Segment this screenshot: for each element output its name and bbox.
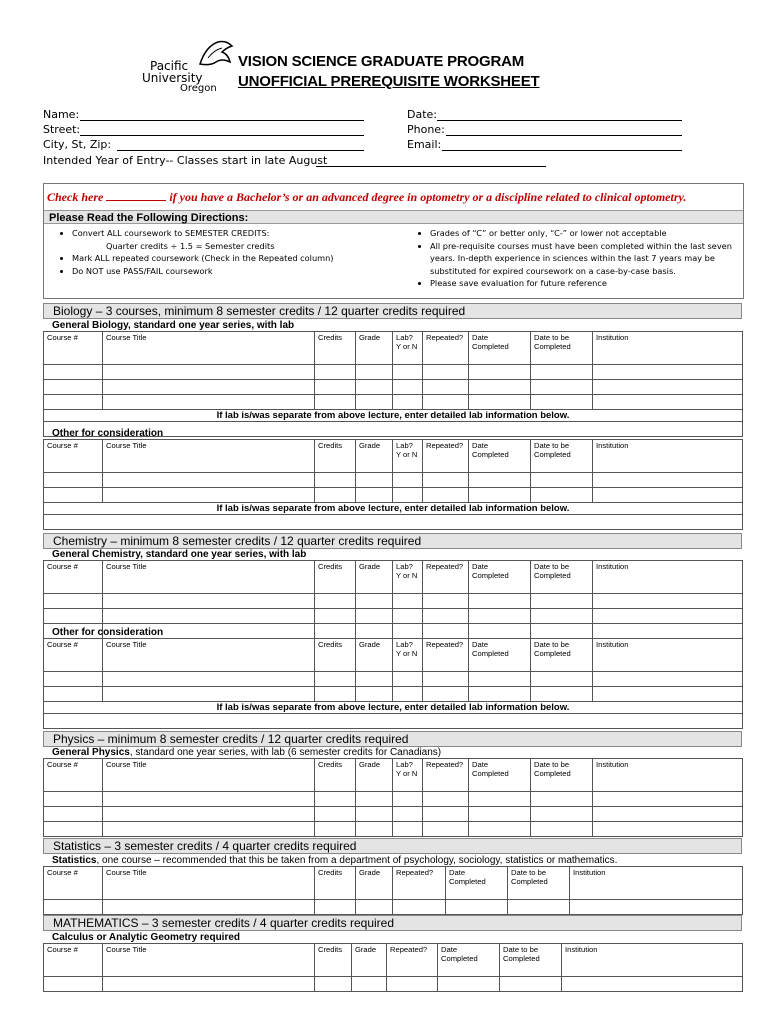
date-field[interactable] [437,120,682,121]
table-row[interactable] [44,380,743,395]
table-header-row [44,440,743,473]
col-repeated: Repeated? [423,759,469,792]
col-lab: Lab? Y or N [393,332,423,365]
col-date: Date Completed [438,944,500,977]
chemistry-other-heading: Other for consideration [52,627,164,638]
logo-line-1: Pacific [150,59,189,73]
col-repeated: Repeated? [423,440,469,473]
directions-box [43,183,744,299]
col-credits: Credits [315,561,356,594]
table-row[interactable] [44,714,743,729]
table-header-row [44,759,743,792]
col-credits: Credits [315,440,356,473]
col-grade: Grade [356,639,393,672]
col-title: Course Title [103,561,315,594]
col-title: Course Title [103,944,315,977]
university-logo [140,38,235,98]
col-dateto: Date to be Completed [508,867,570,900]
biology-subheading: General Biology, standard one year series, with lab [52,320,295,331]
col-course: Course # [44,867,103,900]
col-grade: Grade [356,440,393,473]
table-header-row [44,561,743,594]
statistics-table [43,866,743,915]
table-row[interactable] [44,900,743,915]
col-date: Date Completed [446,867,508,900]
math-table [43,943,743,992]
table-row[interactable] [44,609,743,624]
table-row[interactable] [44,977,743,992]
directions-right [408,227,738,290]
biology-table [43,331,743,437]
entry-year-label: Intended Year of Entry-- Classes start in late August [43,154,328,167]
boxer-mascot-icon [196,38,236,68]
table-row[interactable] [44,594,743,609]
city-field[interactable] [117,150,364,151]
col-repeated: Repeated? [393,867,446,900]
col-dateto: Date to be Completed [531,639,593,672]
table-row[interactable] [44,395,743,410]
col-date: Date Completed [469,440,531,473]
col-dateto: Date to be Completed [500,944,562,977]
col-course: Course # [44,944,103,977]
table-header-row [44,867,743,900]
col-repeated: Repeated? [423,561,469,594]
col-title: Course Title [103,759,315,792]
lab-note: If lab is/was separate from above lecture, enter detailed lab information below. [44,503,743,515]
directions-heading: Please Read the Following Directions: [44,210,743,224]
logo-line-2: University [142,71,203,85]
col-institution: Institution [570,867,743,900]
col-institution: Institution [593,639,743,672]
statistics-section-bar: Statistics – 3 semester credits / 4 quarter credits required [43,838,742,854]
biology-other-table [43,439,743,530]
physics-section-bar: Physics – minimum 8 semester credits / 12 quarter credits required [43,731,742,747]
table-header-row [44,332,743,365]
lab-note: If lab is/was separate from above lecture, enter detailed lab information below. [44,410,743,422]
col-institution: Institution [562,944,743,977]
col-repeated: Repeated? [423,639,469,672]
entry-year-field[interactable] [316,166,546,167]
math-section-bar: MATHEMATICS – 3 semester credits / 4 quarter credits required [43,915,742,931]
city-label: City, St, Zip: [43,138,112,151]
col-course: Course # [44,561,103,594]
col-institution: Institution [593,332,743,365]
table-row[interactable] [44,672,743,687]
page-title: VISION SCIENCE GRADUATE PROGRAM [238,53,525,70]
math-subheading: Calculus or Analytic Geometry required [52,932,241,943]
chemistry-subheading: General Chemistry, standard one year series, with lab [52,549,307,560]
col-credits: Credits [315,944,352,977]
name-label: Name: [43,108,80,121]
col-grade: Grade [356,867,393,900]
table-header-row [44,639,743,672]
col-course: Course # [44,759,103,792]
table-row[interactable] [44,792,743,807]
col-dateto: Date to be Completed [531,332,593,365]
col-lab: Lab? Y or N [393,759,423,792]
chemistry-section-bar: Chemistry – minimum 8 semester credits / 12 quarter credits required [43,533,742,549]
col-date: Date Completed [469,561,531,594]
col-course: Course # [44,332,103,365]
phone-field[interactable] [446,135,682,136]
street-label: Street: [43,123,81,136]
col-grade: Grade [356,332,393,365]
col-course: Course # [44,639,103,672]
page-subtitle: UNOFFICIAL PREREQUISITE WORKSHEET [238,73,540,90]
col-title: Course Title [103,332,315,365]
col-credits: Credits [315,867,356,900]
col-credits: Credits [315,332,356,365]
physics-subheading [52,747,441,758]
directions-left [58,227,358,277]
logo-line-3: Oregon [180,83,217,94]
col-date: Date Completed [469,759,531,792]
check-post-text: if you have a Bachelor’s or an advanced degree in optometry or a discipline related to clinical optometry. [169,190,687,204]
direction-item: • All pre-requisite courses must have been completed within the last seven years. In-depth experience in sciences within the last 7 years may be substituted for expired coursework on a case-by-case basis. [430,240,738,278]
col-title: Course Title [103,639,315,672]
name-field[interactable] [80,120,364,121]
statistics-sub-rest: , one course – recommended that this be taken from a department of psychology, sociology, statistics or mathematics. [96,855,618,866]
physics-sub-rest: , standard one year series, with lab (6 semester credits for Canadians) [129,747,442,758]
check-pre-text: Check here [47,190,104,204]
col-grade: Grade [352,944,387,977]
col-repeated: Repeated? [423,332,469,365]
table-header-row [44,944,743,977]
statistics-sub-bold: Statistics [52,855,97,866]
direction-item: • Convert ALL coursework to SEMESTER CREDITS: [72,227,358,240]
col-grade: Grade [356,561,393,594]
lab-note: If lab is/was separate from above lecture, enter detailed lab information below. [44,702,743,714]
col-credits: Credits [315,639,356,672]
direction-item: • Grades of “C” or better only, “C-” or lower not acceptable [430,227,738,240]
biology-section-bar: Biology – 3 courses, minimum 8 semester credits / 12 quarter credits required [43,303,742,319]
col-grade: Grade [356,759,393,792]
col-institution: Institution [593,561,743,594]
col-course: Course # [44,440,103,473]
col-repeated: Repeated? [387,944,438,977]
col-dateto: Date to be Completed [531,759,593,792]
phone-label: Phone: [407,123,445,136]
biology-other-heading: Other for consideration [52,428,164,439]
table-row[interactable] [44,488,743,503]
col-lab: Lab? Y or N [393,639,423,672]
direction-item: Quarter credits ÷ 1.5 = Semester credits [106,240,275,251]
col-title: Course Title [103,440,315,473]
col-dateto: Date to be Completed [531,440,593,473]
physics-sub-bold: General Physics [52,747,130,758]
table-row[interactable] [44,365,743,380]
col-dateto: Date to be Completed [531,561,593,594]
table-row[interactable] [44,473,743,488]
direction-item: • Please save evaluation for future reference [430,277,738,290]
col-lab: Lab? Y or N [393,440,423,473]
col-lab: Lab? Y or N [393,561,423,594]
col-date: Date Completed [469,639,531,672]
direction-item: • Mark ALL repeated coursework (Check in the Repeated column) [72,252,358,265]
table-row[interactable] [44,807,743,822]
table-row[interactable] [44,822,743,837]
direction-item: • Do NOT use PASS/FAIL coursework [72,265,358,278]
email-label: Email: [407,138,442,151]
street-field[interactable] [80,135,364,136]
col-credits: Credits [315,759,356,792]
email-field[interactable] [442,150,682,151]
col-title: Course Title [103,867,315,900]
statistics-subheading [52,855,617,866]
physics-table [43,758,743,837]
date-label: Date: [407,108,437,121]
col-institution: Institution [593,440,743,473]
col-institution: Institution [593,759,743,792]
degree-check-blank[interactable] [106,190,166,201]
table-row[interactable] [44,515,743,530]
chemistry-other-table [43,638,743,729]
degree-check-line [47,190,686,205]
col-date: Date Completed [469,332,531,365]
table-row[interactable] [44,687,743,702]
